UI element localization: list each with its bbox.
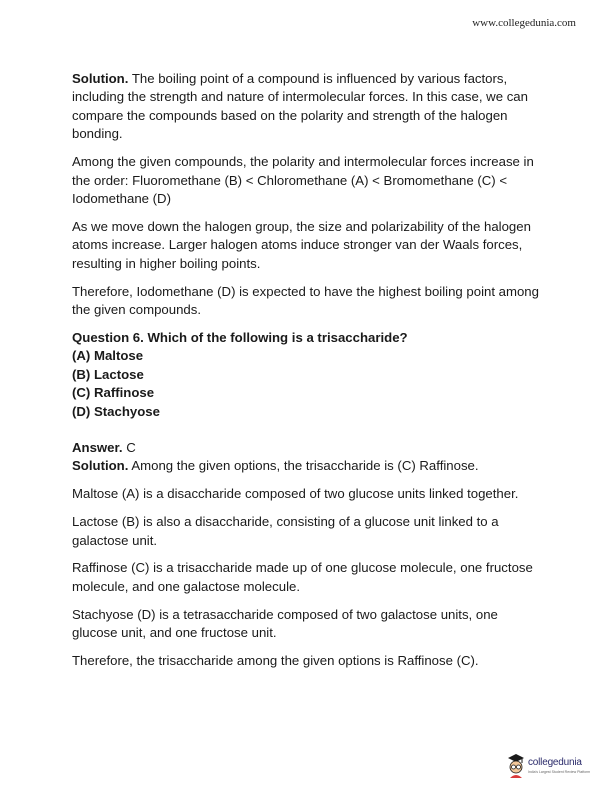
answer-value: C xyxy=(122,439,136,455)
solution-label-q6: Solution. xyxy=(72,458,129,474)
paragraph-lactose: Lactose (B) is also a disaccharide, consisting of a glucose unit linked to a galactose unit. xyxy=(72,514,499,548)
logo-text: collegedunia xyxy=(528,757,582,768)
paragraph-raffinose: Raffinose (C) is a trisaccharide made up of one glucose molecule, one fructose molecule, and one galactose molecule. xyxy=(72,560,533,594)
option-a: (A) Maltose xyxy=(72,348,144,364)
option-b: (B) Lactose xyxy=(72,366,144,382)
mascot-icon xyxy=(506,752,526,780)
option-d: (D) Stachyose xyxy=(72,403,160,419)
option-c: (C) Raffinose xyxy=(72,385,155,401)
solution-paragraph-q6 xyxy=(72,457,542,475)
paragraph-maltose: Maltose (A) is a disaccharide composed of two glucose units linked together. xyxy=(72,486,519,502)
solution-text: The boiling point of a compound is influenced by various factors, including the strength and nature of intermolecular forces. In this case, we can compare the compounds based on the polarity and strength of the halogen bonding. xyxy=(72,71,528,142)
solution-paragraph xyxy=(72,70,542,144)
paragraph-halogen-size: As we move down the halogen group, the size and polarizability of the halogen atoms increase. Larger halogen atoms induce stronger van der Waals forces, resulting in higher boiling points. xyxy=(72,218,531,271)
site-url: www.collegedunia.com xyxy=(472,17,576,29)
answer-line xyxy=(72,439,542,457)
question-title: Question 6. Which of the following is a trisaccharide? xyxy=(72,329,408,345)
question-block xyxy=(72,329,542,421)
collegedunia-logo xyxy=(506,752,596,782)
paragraph-order: Among the given compounds, the polarity and intermolecular forces increase in the order: Fluoromethane (B) < Chloromethane (A) < Bromomethane (C) < Iodomethane (D) xyxy=(72,154,534,206)
logo-tagline: India's Largest Student Review Platform xyxy=(528,770,591,774)
paragraph-final: Therefore, the trisaccharide among the given options is Raffinose (C). xyxy=(72,653,479,669)
solution-text-q6: Among the given options, the trisaccharide is (C) Raffinose. xyxy=(128,458,479,474)
solution-label: Solution. xyxy=(72,71,129,86)
paragraph-conclusion: Therefore, Iodomethane (D) is expected to have the highest boiling point among the given compounds. xyxy=(72,283,539,317)
document-body xyxy=(72,70,542,680)
paragraph-stachyose: Stachyose (D) is a tetrasaccharide composed of two galactose units, one glucose unit, and one fructose unit. xyxy=(72,606,498,641)
answer-label: Answer. xyxy=(72,439,123,455)
